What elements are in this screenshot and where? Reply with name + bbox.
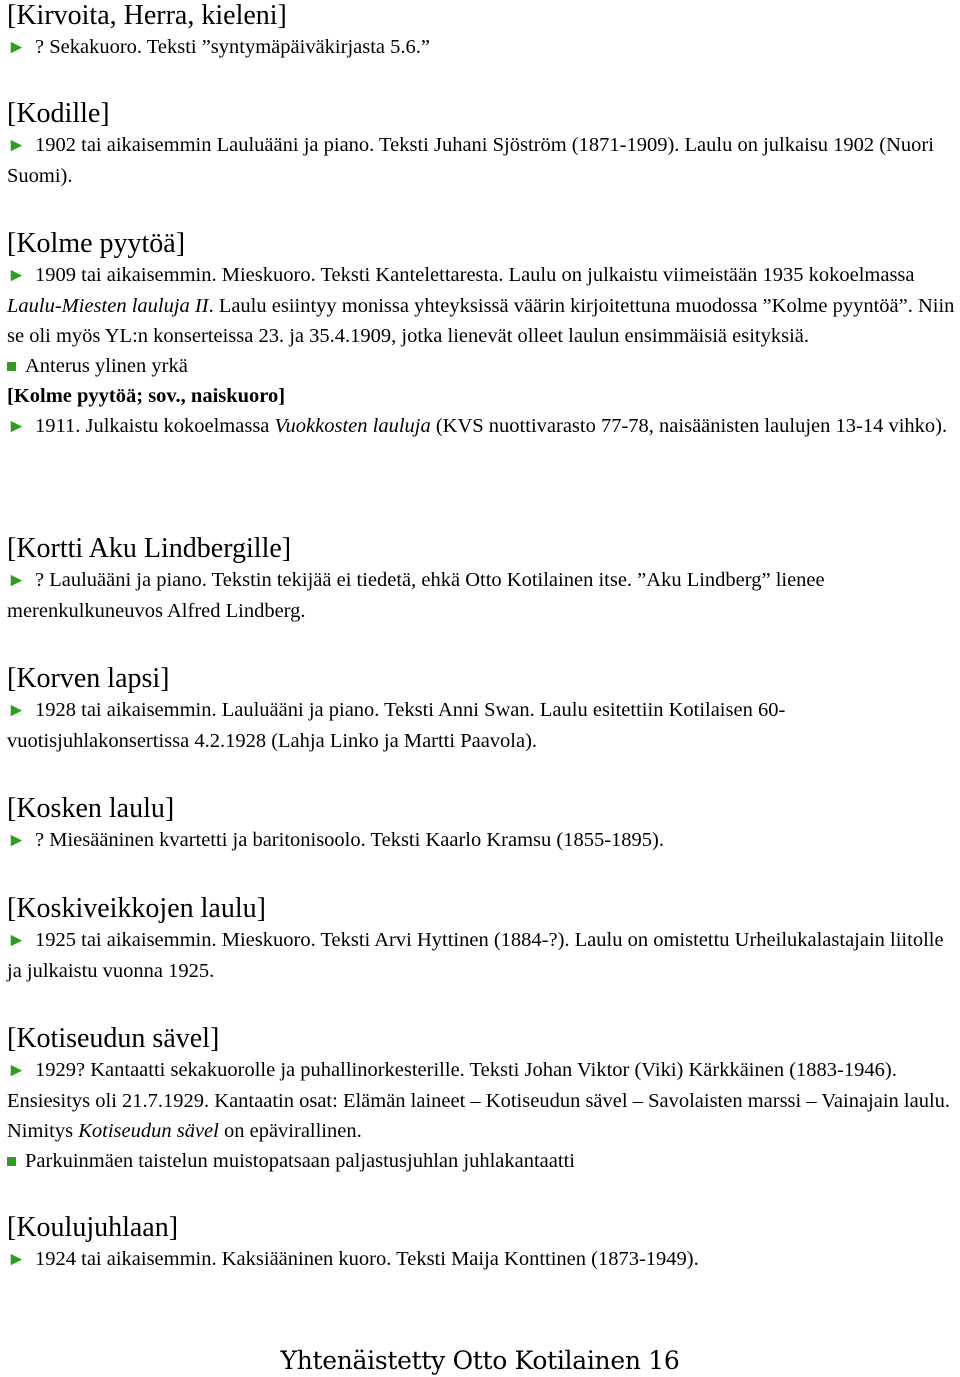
arrangement-title: [Kolme pyytöä; sov., naiskuoro] <box>7 385 286 407</box>
entry-description: ► 1925 tai aikaisemmin. Mieskuoro. Teksti Arvi Hyttinen (1884-?). Laulu on omistettu Urheilukalastajain liitolle ja julkaistu vuonna 1925. <box>7 925 957 986</box>
entry-title: [Kortti Aku Lindbergille] <box>7 533 292 564</box>
arrangement-description: ► 1911. Julkaistu kokoelmassa Vuokkosten lauluja (KVS nuottivarasto 77-78, naisäänisten laulujen 13-14 vihko). <box>7 411 957 442</box>
arrow-icon: ► <box>7 1249 26 1270</box>
entry-title: [Koskiveikkojen laulu] <box>7 893 266 924</box>
arrow-icon: ► <box>7 416 26 437</box>
entry-description: ► ? Lauluääni ja piano. Tekstin tekijää ei tiedetä, ehkä Otto Kotilainen itse. ”Aku Lindberg” lienee merenkulkuneuvos Alfred Lindberg. <box>7 565 957 626</box>
arrow-icon: ► <box>7 700 26 721</box>
related-work-link[interactable]: Anterus ylinen yrkä <box>7 351 957 381</box>
entry-kotiseudun-savel <box>7 1023 957 1176</box>
entry-title: [Kotiseudun sävel] <box>7 1023 220 1054</box>
entry-kosken-laulu <box>7 793 957 856</box>
entry-description: ► 1929? Kantaatti sekakuorolle ja puhallinorkesterille. Teksti Johan Viktor (Viki) Kärkkäinen (1883-1946). Ensiesitys oli 21.7.1929. Kantaatin osat: Elämän laineet – Kotiseudun sävel – Savolaisten marssi – Vainajain laulu. Nimitys Kotiseudun sävel on epävirallinen. <box>7 1055 957 1146</box>
entry-title: [Kirvoita, Herra, kieleni] <box>7 0 287 31</box>
arrow-icon: ► <box>7 930 26 951</box>
square-bullet-icon <box>7 1157 16 1166</box>
entry-title: [Kolme pyytöä] <box>7 228 186 259</box>
square-bullet-icon <box>7 362 16 371</box>
entry-title: [Korven lapsi] <box>7 663 170 694</box>
arrow-icon: ► <box>7 1060 26 1081</box>
entry-description: ► 1928 tai aikaisemmin. Lauluääni ja piano. Teksti Anni Swan. Laulu esitettiin Kotilaisen 60-vuotisjuhlakonsertissa 4.2.1928 (Lahja Linko ja Martti Paavola). <box>7 695 957 756</box>
entry-title: [Kodille] <box>7 98 110 129</box>
entry-kortti <box>7 533 957 626</box>
entry-kodille <box>7 98 957 191</box>
arrow-icon: ► <box>7 37 26 58</box>
entry-koulujuhlaan <box>7 1212 957 1275</box>
arrow-icon: ► <box>7 570 26 591</box>
entry-description: ► 1909 tai aikaisemmin. Mieskuoro. Teksti Kantelettaresta. Laulu on julkaistu viimeistään 1935 kokoelmassa Laulu-Miesten lauluja II. Laulu esiintyy monissa yhteyksissä väärin kirjoitettuna muodossa ”Kolme pyyntöä”. Niin se oli myös YL:n konserteissa 23. ja 35.4.1909, jotka lienevät olleet laulun ensimmäisiä esityksiä. <box>7 260 957 351</box>
entry-description: ► 1924 tai aikaisemmin. Kaksiääninen kuoro. Teksti Maija Konttinen (1873-1949). <box>7 1244 957 1275</box>
entry-kolme-pyytoa <box>7 228 957 442</box>
page-footer: Yhtenäistetty Otto Kotilainen 16 <box>280 1346 680 1375</box>
entry-description: ► ? Miesääninen kvartetti ja baritonisoolo. Teksti Kaarlo Kramsu (1855-1895). <box>7 825 957 856</box>
arrow-icon: ► <box>7 830 26 851</box>
arrow-icon: ► <box>7 135 26 156</box>
entry-kirvoita <box>7 0 430 63</box>
entry-description: ► ? Sekakuoro. Teksti ”syntymäpäiväkirjasta 5.6.” <box>7 32 430 63</box>
arrow-icon: ► <box>7 265 26 286</box>
related-work-link[interactable]: Parkuinmäen taistelun muistopatsaan paljastusjuhlan juhlakantaatti <box>7 1146 957 1176</box>
entry-title: [Koulujuhlaan] <box>7 1212 179 1243</box>
entry-title: [Kosken laulu] <box>7 793 175 824</box>
entry-korven-lapsi <box>7 663 957 756</box>
entry-koskiveikkojen <box>7 893 957 986</box>
entry-description: ► 1902 tai aikaisemmin Lauluääni ja piano. Teksti Juhani Sjöström (1871-1909). Laulu on julkaisu 1902 (Nuori Suomi). <box>7 130 957 191</box>
